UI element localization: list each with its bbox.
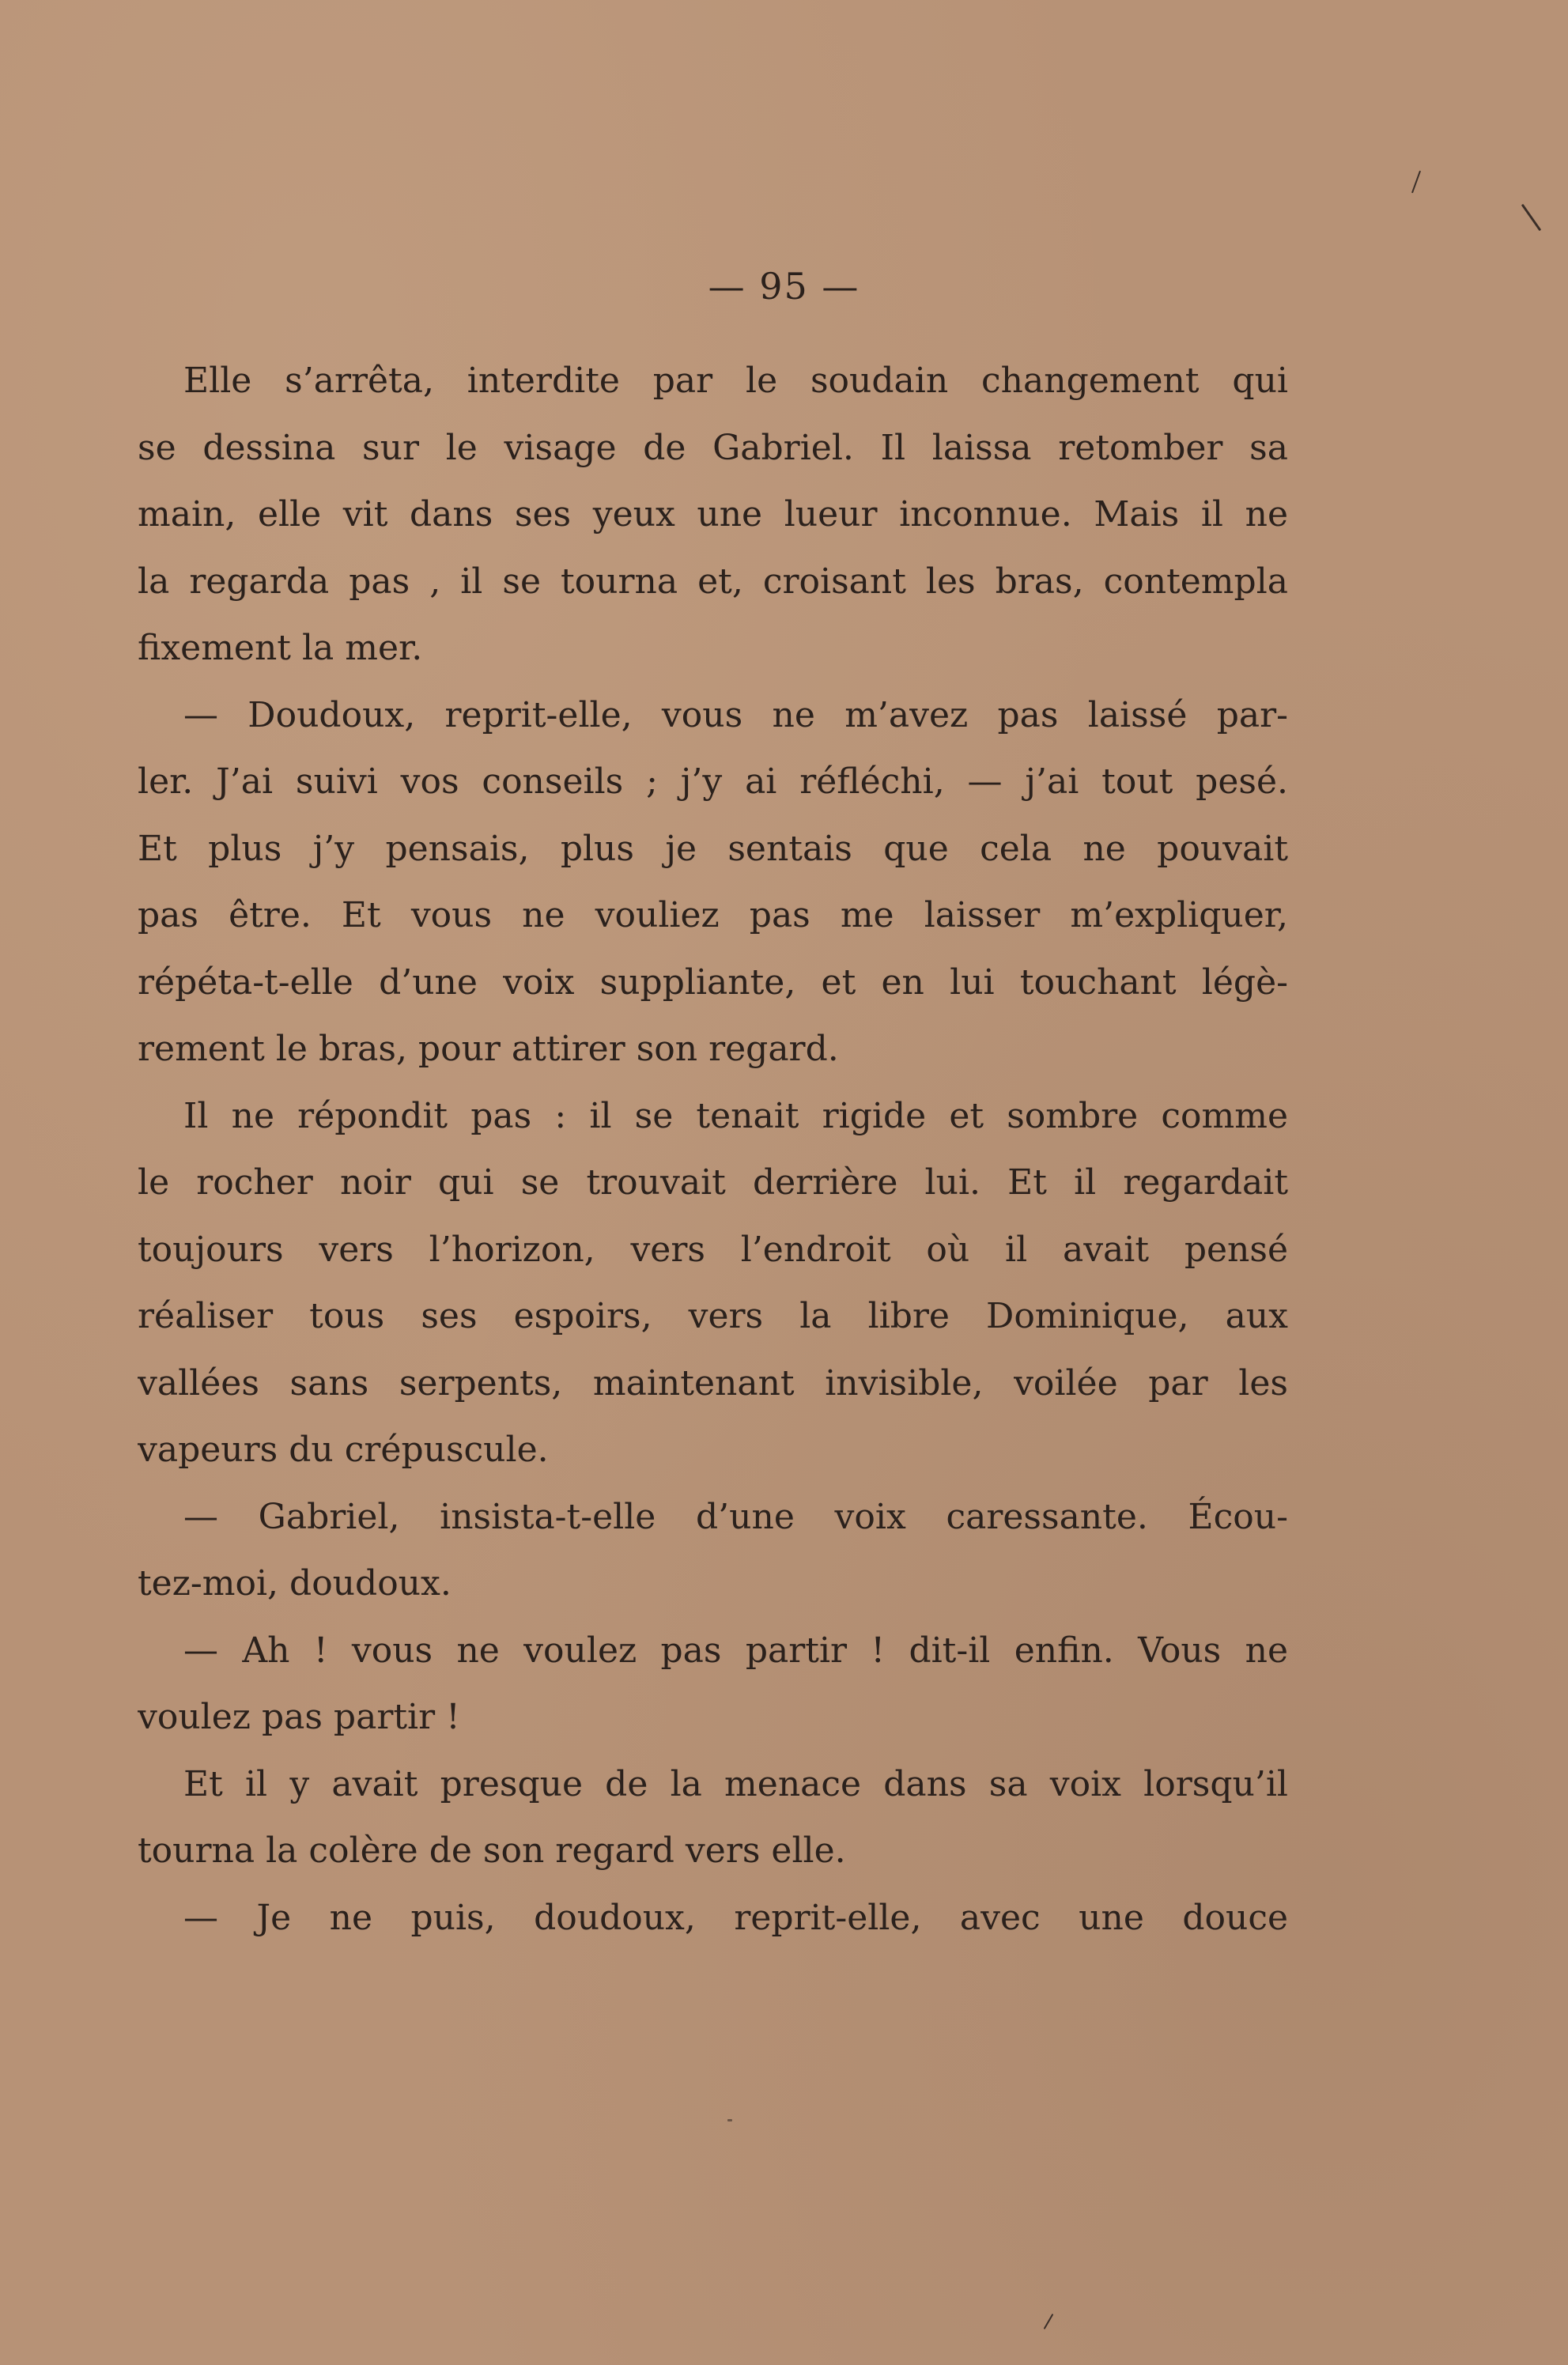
text-line: Et il y avait presque de la menace dans sa voix lorsqu’il xyxy=(183,1763,1288,1804)
paragraph-6 xyxy=(138,1751,1288,1885)
paragraph-4 xyxy=(138,1484,1288,1618)
text-line: toujours vers l’horizon, vers l’endroit où il avait pensé xyxy=(138,1229,1288,1270)
page-number: — 95 — xyxy=(708,265,860,308)
paper-speck xyxy=(1411,171,1421,194)
text-line: — Doudoux, reprit-elle, vous ne m’avez pas laissé par- xyxy=(183,694,1288,735)
text-line: la regarda pas , il se tourna et, croisant les bras, contempla xyxy=(138,561,1288,602)
text-line: main, elle vit dans ses yeux une lueur inconnue. Mais il ne xyxy=(138,494,1288,535)
text-line: tez-moi, doudoux. xyxy=(138,1563,452,1604)
text-line: vallées sans serpents, maintenant invisible, voilée par les xyxy=(138,1362,1288,1404)
paragraph-7 xyxy=(138,1885,1288,1952)
text-line: ler. J’ai suivi vos conseils ; j’y ai réfléchi, — j’ai tout pesé. xyxy=(138,761,1288,802)
text-line: le rocher noir qui se trouvait derrière lui. Et il regardait xyxy=(138,1162,1288,1203)
text-line: tourna la colère de son regard vers elle. xyxy=(138,1830,846,1871)
paragraph-1 xyxy=(138,348,1288,682)
text-line: — Ah ! vous ne voulez pas partir ! dit-il enfin. Vous ne xyxy=(183,1630,1288,1671)
paper-speck xyxy=(1521,204,1541,231)
text-line: Elle s’arrêta, interdite par le soudain changement qui xyxy=(183,361,1288,401)
text-line: réaliser tous ses espoirs, vers la libre Dominique, aux xyxy=(138,1296,1288,1336)
text-line: vapeurs du crépuscule. xyxy=(138,1430,549,1470)
paragraph-5 xyxy=(138,1618,1288,1751)
paragraph-2 xyxy=(138,682,1288,1083)
text-line: Et plus j’y pensais, plus je sentais que cela ne pouvait xyxy=(138,828,1288,869)
paper-speck xyxy=(727,2119,732,2121)
body-text xyxy=(138,348,1288,1951)
paragraph-3 xyxy=(138,1083,1288,1484)
text-line: fixement la mer. xyxy=(138,628,423,668)
text-line: — Gabriel, insista-t-elle d’une voix caressante. Écou- xyxy=(183,1496,1288,1537)
text-line: Il ne répondit pas : il se tenait rigide et sombre comme xyxy=(183,1095,1288,1136)
text-line: rement le bras, pour attirer son regard. xyxy=(138,1029,839,1069)
text-line: — Je ne puis, doudoux, reprit-elle, avec une douce xyxy=(183,1897,1288,1938)
text-line: répéta-t-elle d’une voix suppliante, et en lui touchant légè- xyxy=(138,961,1288,1003)
text-line: pas être. Et vous ne vouliez pas me laisser m’expliquer, xyxy=(138,895,1288,935)
text-line: voulez pas partir ! xyxy=(138,1697,460,1737)
text-line: se dessina sur le visage de Gabriel. Il laissa retomber sa xyxy=(138,427,1288,468)
paper-speck xyxy=(1044,2314,1054,2329)
